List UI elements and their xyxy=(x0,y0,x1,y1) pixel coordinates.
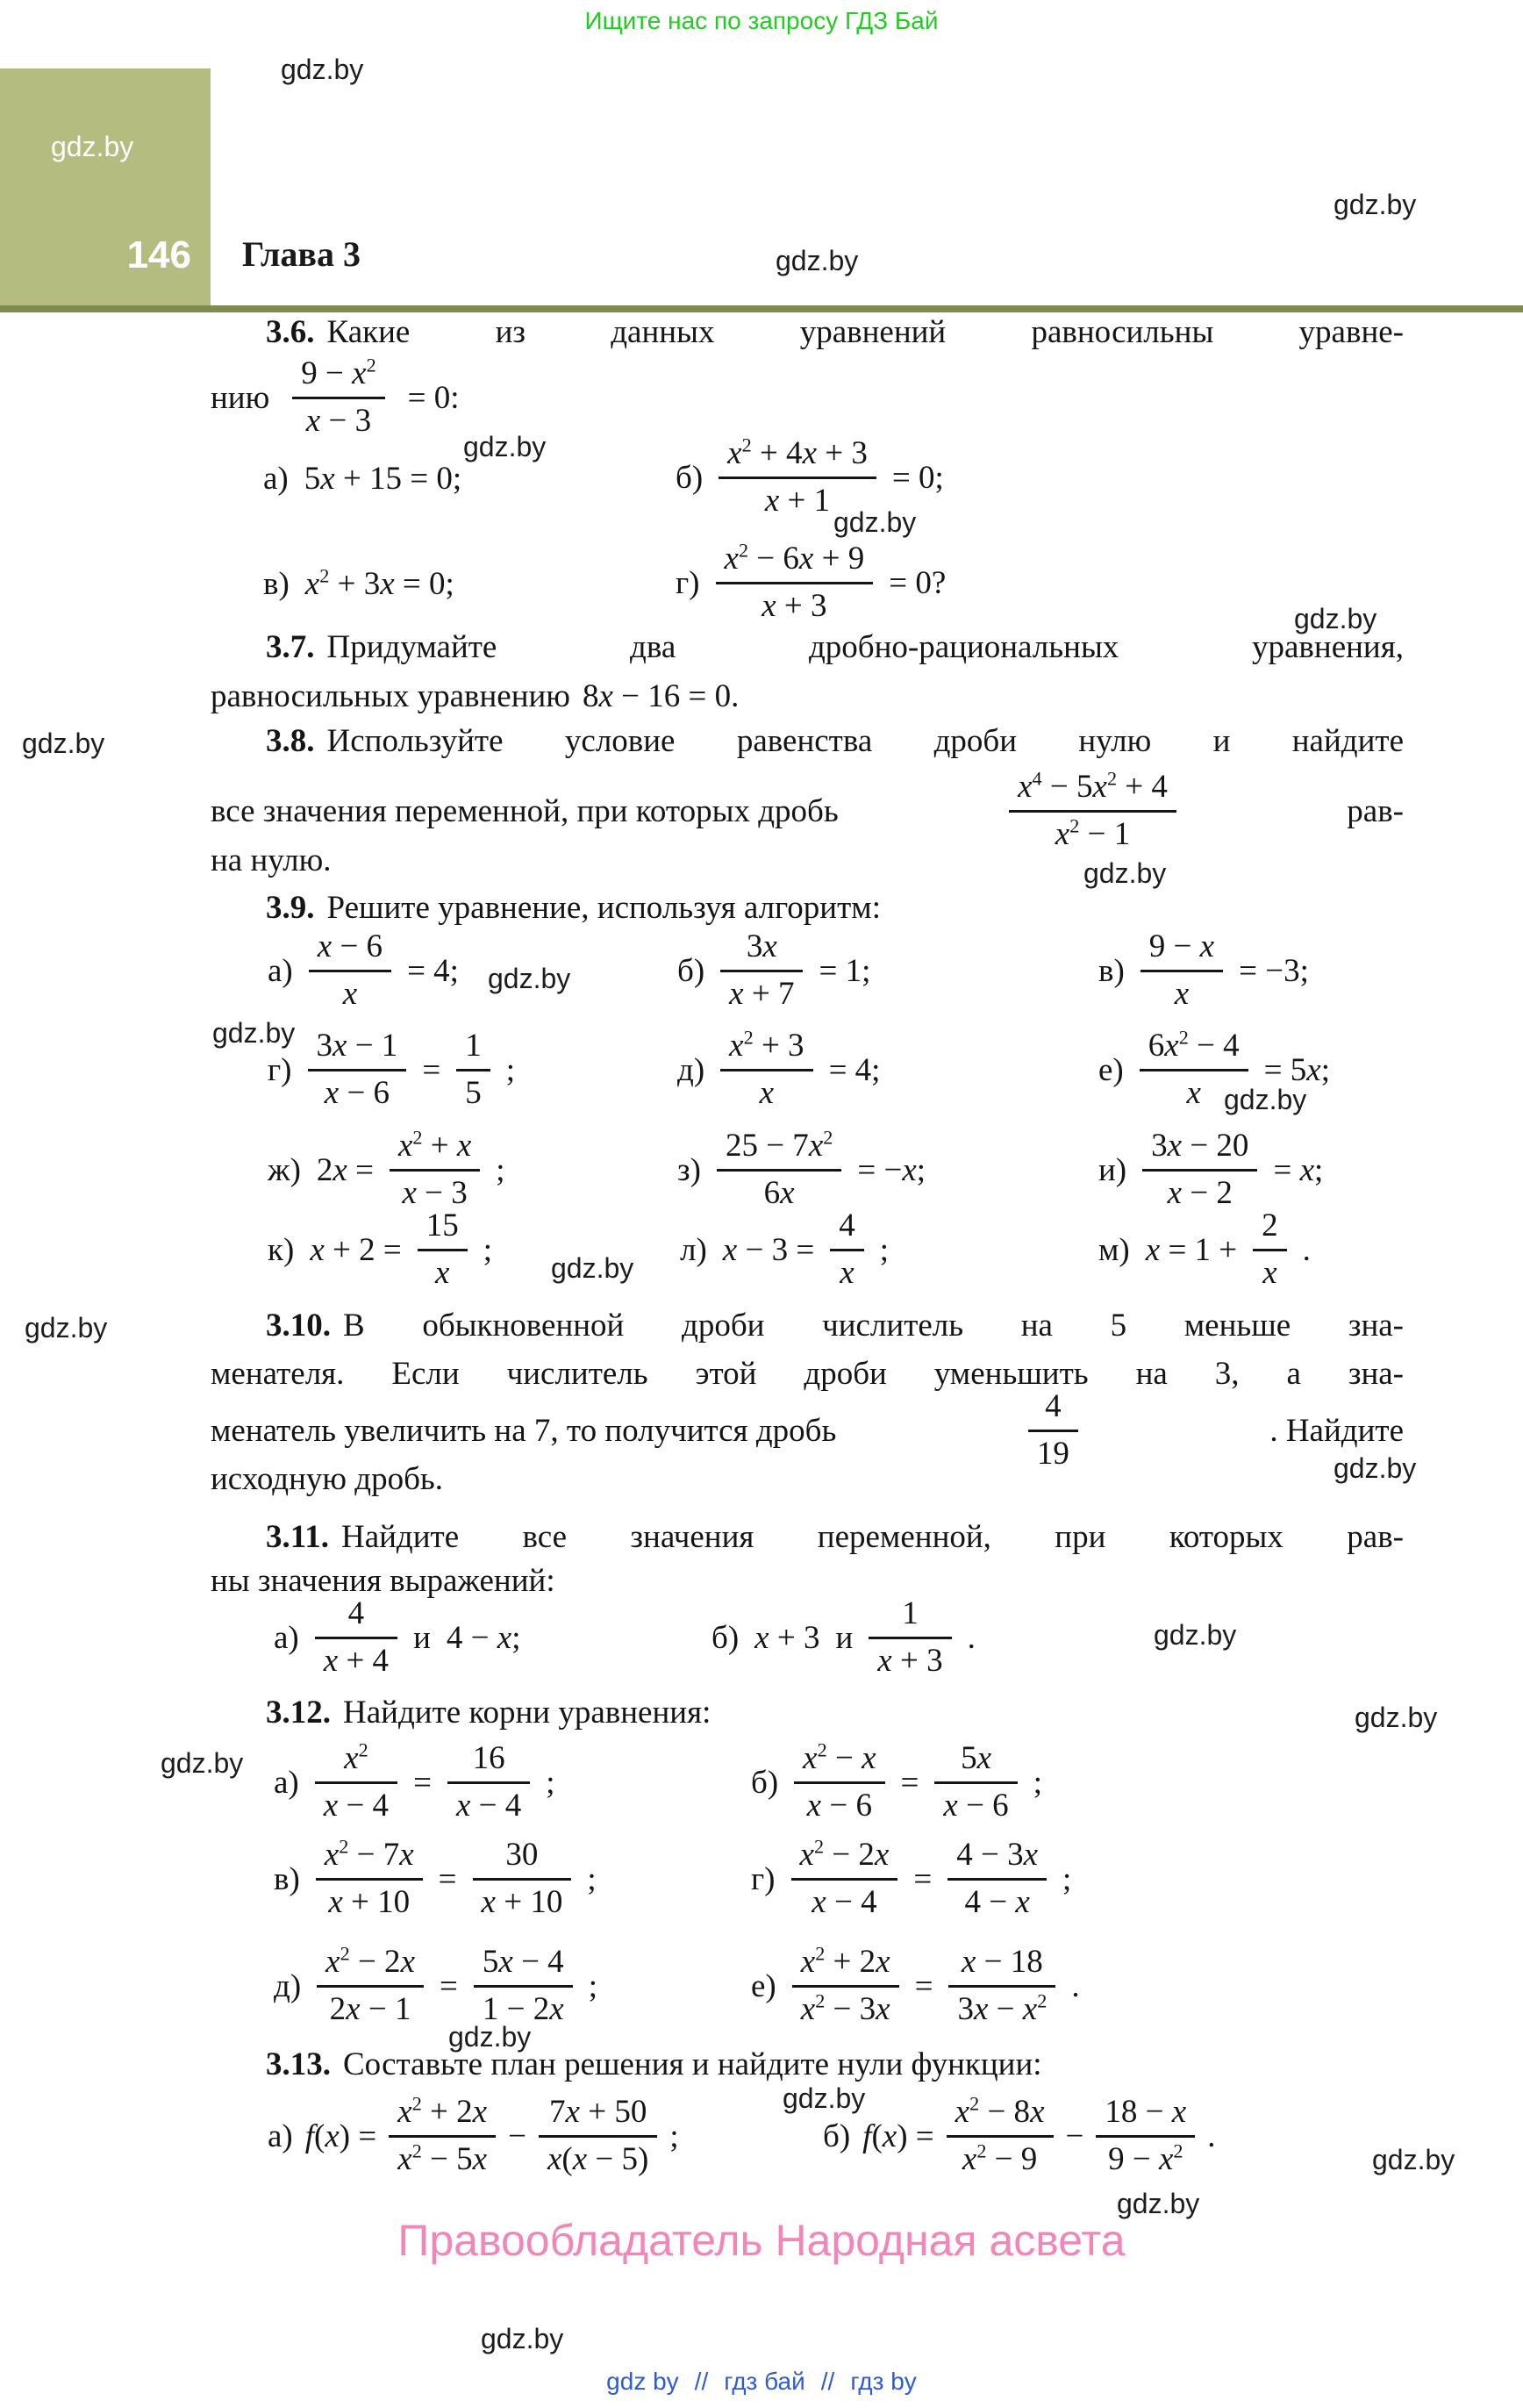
fraction: $\frac{x^2 - 7x}{x + 10}$ xyxy=(316,1837,423,1921)
problem-text: Используйте условие равенства дроби нулю и найдите xyxy=(326,723,1404,759)
watermark: gdz.by xyxy=(1224,1084,1307,1115)
fraction: $\frac{x^2 - 2x}{2x - 1}$ xyxy=(317,1944,424,2028)
watermark: gdz.by xyxy=(488,963,571,994)
item-label: а) xyxy=(268,2118,293,2154)
text: и xyxy=(413,1619,431,1656)
eq-3-12-a xyxy=(274,1740,555,1824)
item-label: в) xyxy=(1098,952,1125,989)
math-text: . xyxy=(1207,2118,1216,2154)
fraction: $\frac{x - 6}{x}$ xyxy=(309,928,391,1013)
math-text: − xyxy=(508,2118,526,2154)
problem-text: Какие из данных уравнений равносильны уравне- xyxy=(326,314,1404,350)
header-rule xyxy=(0,305,1523,312)
math-text: . xyxy=(1071,1967,1080,2004)
item-label: д) xyxy=(274,1967,302,2004)
eq-3-9-i xyxy=(1098,1128,1323,1212)
math-text: ; xyxy=(588,1967,597,2004)
footer-links xyxy=(0,2368,1523,2396)
watermark: gdz.by xyxy=(448,2021,532,2053)
item-label: г) xyxy=(676,564,700,601)
watermark: gdz.by xyxy=(833,506,917,538)
eq-3-6-b xyxy=(676,435,944,520)
text: рав- xyxy=(1347,792,1404,829)
footer-link-gdz-by-2[interactable]: гдз by xyxy=(850,2368,917,2395)
fraction: $\frac{5x - 4}{1 - 2x}$ xyxy=(474,1944,573,2028)
fraction: $\frac{x^4 - 5x^2 + 4}{x^2 - 1}$ xyxy=(1009,769,1176,853)
watermark: gdz.by xyxy=(1083,857,1167,889)
fraction: $\frac{x^2 + 2x}{x^2 - 3x}$ xyxy=(792,1944,899,2028)
eq-3-6-v xyxy=(263,565,454,603)
math-text: = xyxy=(438,1860,457,1897)
eq-3-11-a xyxy=(274,1595,520,1680)
eq-3-13-a xyxy=(268,2094,679,2178)
problem-number: 3.10. xyxy=(266,1308,331,1344)
eq-3-12-d xyxy=(274,1944,597,2028)
fraction: $\frac{x^2 - 8x}{x^2 - 9}$ xyxy=(947,2094,1054,2178)
watermark: gdz.by xyxy=(776,245,859,276)
fraction: $\frac{18 - x}{9 - x^2}$ xyxy=(1096,2094,1195,2178)
watermark: gdz.by xyxy=(51,131,134,162)
eq-3-9-b xyxy=(677,928,870,1013)
item-label: б) xyxy=(751,1764,779,1801)
fraction: $\frac{9 - x}{x}$ xyxy=(1140,928,1223,1013)
item-label: з) xyxy=(677,1151,701,1188)
item-label: л) xyxy=(680,1231,707,1268)
problem-3-10-line2: менателя. Если числитель этой дроби уменьшить на 3, а зна- xyxy=(211,1356,1404,1392)
text: все значения переменной, при которых дробь xyxy=(211,792,839,829)
watermark: gdz.by xyxy=(161,1747,244,1779)
math-text: x − 3 = xyxy=(722,1231,815,1268)
math-text: = xyxy=(900,1764,919,1801)
math-text: = xyxy=(422,1051,441,1088)
math-text: ; xyxy=(1062,1860,1072,1897)
watermark: gdz.by xyxy=(1117,2188,1200,2219)
text: и xyxy=(835,1619,854,1656)
item-label: г) xyxy=(751,1860,776,1897)
page-number: 146 xyxy=(126,233,191,276)
math-text: = 0; xyxy=(891,459,944,496)
eq-3-9-l xyxy=(680,1208,889,1292)
fraction: $\frac{6x^2 - 4}{x}$ xyxy=(1140,1028,1248,1112)
problem-number: 3.6. xyxy=(266,314,315,350)
math-text: f(x) = xyxy=(304,2118,377,2154)
eq-3-9-g xyxy=(268,1028,515,1112)
fraction: $\frac{x - 18}{3x - x^2}$ xyxy=(948,1944,1055,2028)
math-text: x + 2 = xyxy=(310,1231,402,1268)
item-label: м) xyxy=(1098,1231,1130,1268)
item-label: ж) xyxy=(268,1151,301,1188)
item-label: е) xyxy=(751,1967,776,2004)
math-text: = 1; xyxy=(819,952,871,989)
math-text: ; xyxy=(546,1764,555,1801)
fraction: $\frac{x^2 + 2x}{x^2 - 5x}$ xyxy=(389,2094,496,2178)
watermark: gdz.by xyxy=(25,1312,108,1344)
problem-number: 3.7. xyxy=(266,629,315,665)
fraction: $\frac{3x - 1}{x - 6}$ xyxy=(308,1028,407,1112)
problem-text: Решите уравнение, используя алгоритм: xyxy=(326,890,881,926)
math-text: $x^2 + 3x = 0$; xyxy=(304,564,454,602)
chapter-heading: Глава 3 xyxy=(242,234,361,274)
fraction: $\frac{1}{5}$ xyxy=(456,1028,490,1112)
item-label: и) xyxy=(1098,1151,1127,1188)
problem-text: Найдите все значения переменной, при которых рав- xyxy=(340,1519,1404,1555)
math-text: = xyxy=(413,1764,432,1801)
watermark: gdz.by xyxy=(281,54,364,85)
problem-number: 3.13. xyxy=(266,2046,331,2082)
math-text: ; xyxy=(587,1860,597,1897)
watermark: gdz.by xyxy=(1334,189,1417,220)
fraction: $\frac{15}{x}$ xyxy=(418,1208,468,1292)
item-label: а) xyxy=(274,1764,299,1801)
promo-banner-text: Ищите нас по запросу ГДЗ Бай xyxy=(584,7,939,34)
fraction: $\frac{2}{x}$ xyxy=(1253,1208,1287,1292)
watermark: gdz.by xyxy=(212,1017,296,1049)
item-label: в) xyxy=(274,1860,300,1897)
math-text: = 4; xyxy=(828,1051,881,1088)
eq-3-9-z xyxy=(677,1128,926,1212)
problem-number: 3.8. xyxy=(266,723,315,759)
fraction: $\frac{1}{x + 3}$ xyxy=(869,1595,951,1680)
math-text: 2x = xyxy=(316,1151,374,1188)
item-label: а) xyxy=(274,1619,299,1656)
eq-3-12-e xyxy=(751,1944,1080,2028)
math-text: = −3; xyxy=(1239,952,1309,989)
math-text: = 0? xyxy=(889,564,947,601)
item-label: к) xyxy=(268,1231,295,1268)
item-label: в) xyxy=(263,566,290,602)
watermark: gdz.by xyxy=(1372,2144,1455,2175)
math-text: x = 1 + xyxy=(1145,1231,1238,1268)
eq-3-9-zh xyxy=(268,1128,505,1212)
item-label: нию xyxy=(211,379,270,416)
problem-3-8-line1 xyxy=(266,721,1404,762)
problem-3-11-line1 xyxy=(266,1517,1404,1558)
text: . Найдите xyxy=(1269,1412,1404,1449)
fraction: $\frac{5x}{x - 6}$ xyxy=(934,1740,1017,1824)
math-text: = xyxy=(913,1860,933,1897)
eq-3-9-a xyxy=(268,928,459,1013)
watermark: gdz.by xyxy=(481,2323,564,2354)
eq-3-9-d xyxy=(677,1028,880,1112)
math-text: 5x + 15 = 0; xyxy=(304,461,462,497)
copyright-notice: Правообладатель Народная асвета xyxy=(397,2216,1126,2265)
fraction: $\frac{9 - x^2}{x - 3}$ xyxy=(292,355,384,440)
text: равносильных уравнению xyxy=(211,678,570,714)
math-text: ; xyxy=(505,1051,515,1088)
watermark: gdz.by xyxy=(1154,1619,1237,1651)
item-label: б) xyxy=(677,952,705,989)
problem-3-11-line2: ны значения выражений: xyxy=(211,1563,555,1599)
watermark: gdz.by xyxy=(1355,1702,1438,1733)
fraction: $\frac{4}{x}$ xyxy=(830,1208,864,1292)
eq-3-6-a xyxy=(263,460,461,498)
item-label: е) xyxy=(1098,1051,1124,1088)
problem-text: Придумайте два дробно-рациональных уравнения, xyxy=(326,629,1404,665)
eq-3-12-v xyxy=(274,1837,597,1921)
item-label: б) xyxy=(823,2118,851,2154)
math-text: 8x − 16 = 0. xyxy=(582,678,740,714)
eq-3-13-b xyxy=(823,2094,1215,2178)
problem-3-7-line1 xyxy=(266,627,1404,668)
fraction: $\frac{x^2 - x}{x - 6}$ xyxy=(794,1740,884,1824)
fraction: $\frac{30}{x + 10}$ xyxy=(473,1837,572,1921)
math-text: = xyxy=(914,1967,933,2004)
problem-3-13-title xyxy=(266,2045,1042,2085)
problem-text: Найдите корни уравнения: xyxy=(343,1695,711,1731)
item-label: г) xyxy=(268,1051,292,1088)
math-text: = 5x; xyxy=(1263,1051,1330,1088)
link-separator: // xyxy=(694,2368,709,2395)
math-text: f(x) = xyxy=(862,2118,934,2154)
problem-3-10-line1 xyxy=(266,1306,1404,1346)
watermark: gdz.by xyxy=(22,727,105,759)
problem-number: 3.9. xyxy=(266,890,315,926)
fraction: $\frac{x^2}{x - 4}$ xyxy=(315,1740,397,1824)
problem-3-9-title xyxy=(266,888,881,928)
eq-3-9-m xyxy=(1098,1208,1311,1292)
fraction: $\frac{3x}{x + 7}$ xyxy=(720,928,803,1013)
math-text: x + 3 xyxy=(754,1619,820,1656)
fraction: $\frac{3x - 20}{x - 2}$ xyxy=(1142,1128,1257,1212)
problem-text: В обыкновенной дроби числитель на 5 меньше зна- xyxy=(343,1308,1404,1344)
math-text: ; xyxy=(1033,1764,1042,1801)
problem-3-6-main-equation xyxy=(211,355,460,440)
fraction: $\frac{4}{x + 4}$ xyxy=(315,1595,397,1680)
math-text: = xyxy=(440,1967,458,2004)
item-label: б) xyxy=(676,459,704,496)
math-text: = 0: xyxy=(407,379,460,416)
math-text: 4 − x; xyxy=(446,1619,521,1656)
item-label: а) xyxy=(268,952,293,989)
fraction: $\frac{x^2 - 2x}{x - 4}$ xyxy=(791,1837,898,1921)
watermark: gdz.by xyxy=(463,431,547,462)
eq-3-9-v xyxy=(1098,928,1309,1013)
eq-3-6-g xyxy=(676,541,946,625)
problem-text: Составьте план решения и найдите нули функции: xyxy=(343,2046,1042,2082)
problem-3-8-line2 xyxy=(211,769,1404,853)
math-text: ; xyxy=(879,1231,889,1268)
math-text: . xyxy=(967,1619,976,1656)
math-text: − xyxy=(1065,2118,1084,2154)
problem-number: 3.12. xyxy=(266,1695,331,1731)
fraction: $\frac{4 - 3x}{4 - x}$ xyxy=(947,1837,1047,1921)
fraction: $\frac{x^2 + 4x + 3}{x + 1}$ xyxy=(719,435,876,520)
problem-3-7-line2 xyxy=(211,677,739,715)
eq-3-9-e xyxy=(1098,1028,1330,1112)
watermark: gdz.by xyxy=(1294,603,1377,634)
problem-3-12-title xyxy=(266,1693,711,1733)
watermark: gdz.by xyxy=(783,2082,866,2114)
problem-3-8-line3: на нулю. xyxy=(211,842,332,878)
watermark: gdz.by xyxy=(1334,1452,1417,1484)
fraction: $\frac{x^2 + 3}{x}$ xyxy=(720,1028,812,1112)
math-text: ; xyxy=(496,1151,505,1188)
fraction: $\frac{4}{19}$ xyxy=(1028,1388,1078,1473)
link-separator: // xyxy=(820,2368,835,2395)
problem-3-6-line1 xyxy=(266,312,1404,353)
fraction: $\frac{x^2 - 6x + 9}{x + 3}$ xyxy=(716,541,874,625)
problem-3-10-line4: исходную дробь. xyxy=(211,1461,444,1497)
fraction: $\frac{7x + 50}{x(x - 5)}$ xyxy=(539,2094,657,2178)
math-text: ; xyxy=(483,1231,493,1268)
problem-number: 3.11. xyxy=(266,1519,329,1555)
math-text: = −x; xyxy=(857,1151,926,1188)
fraction: $\frac{x^2 + x}{x - 3}$ xyxy=(390,1128,480,1212)
eq-3-12-g xyxy=(751,1837,1071,1921)
item-label: д) xyxy=(677,1051,705,1088)
eq-3-12-b xyxy=(751,1740,1042,1824)
math-text: = 4; xyxy=(407,952,459,989)
footer-link-gdz-bai[interactable]: гдз бай xyxy=(724,2368,805,2395)
watermark: gdz.by xyxy=(551,1252,634,1284)
eq-3-11-b xyxy=(711,1595,976,1680)
eq-3-9-k xyxy=(268,1208,492,1292)
fraction: $\frac{25 - 7x^2}{6x}$ xyxy=(717,1128,841,1212)
footer-link-gdz-by[interactable]: gdz by xyxy=(606,2368,679,2395)
math-text: . xyxy=(1302,1231,1311,1268)
fraction: $\frac{16}{x - 4}$ xyxy=(447,1740,530,1824)
math-text: ; xyxy=(669,2118,679,2154)
item-label: а) xyxy=(263,461,289,497)
item-label: б) xyxy=(711,1619,740,1656)
text: менатель увеличить на 7, то получится дробь xyxy=(211,1412,837,1449)
math-text: = x; xyxy=(1273,1151,1324,1188)
